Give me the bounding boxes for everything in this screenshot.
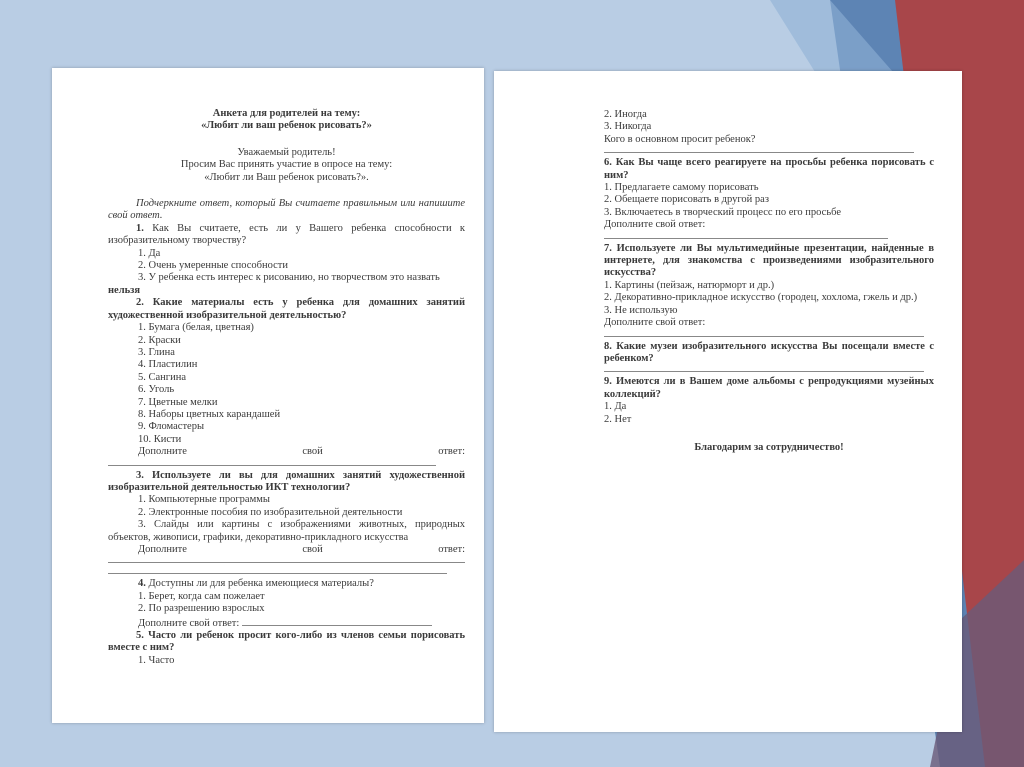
q6-option-2: 2. Обещаете порисовать в другой раз	[604, 194, 769, 206]
q2-option-2: 2. Краски	[138, 334, 181, 346]
question-3	[108, 470, 465, 495]
q2-option-10: 10. Кисти	[138, 433, 182, 445]
question-2-text: Какие материалы есть у ребенка для домашних занятий художественной изобразительной деятельностью?	[108, 297, 465, 321]
q3-option-1: 1. Компьютерные программы	[138, 494, 270, 506]
q5-option-2: 2. Иногда	[604, 109, 647, 120]
question-5	[108, 630, 465, 655]
q1-option-1: 1. Да	[138, 247, 161, 259]
q2-option-4: 4. Пластилин	[138, 359, 198, 371]
title-line-2: «Любит ли ваш ребенок рисовать?»	[201, 120, 372, 132]
q2-option-7: 7. Цветные мелки	[138, 396, 218, 408]
q1-option-3-end: нельзя	[108, 284, 141, 296]
question-7-text: Используете ли Вы мультимедийные презентации, найденные в интернете, для знакомства с произведениями изобразительного искусства?	[604, 242, 934, 279]
q2-option-6: 6. Уголь	[138, 384, 175, 396]
q2-answer-line	[108, 459, 436, 466]
question-4-number: 4.	[138, 578, 146, 590]
q3-answer-line-2	[108, 567, 447, 574]
question-7	[604, 243, 934, 280]
request-line-1: Просим Вас принять участие в опросе на тему:	[180, 159, 393, 171]
q3-answer-line-1	[108, 556, 465, 563]
question-9-number: 9.	[604, 376, 612, 388]
question-9-text: Имеются ли в Вашем доме альбомы с репродукциями музейных коллекций?	[604, 376, 934, 400]
q6-fill-label: Дополните свой ответ:	[604, 219, 706, 231]
q2-fill-word-1: Дополните	[138, 446, 187, 458]
q6-option-3: 3. Включаетесь в творческий процесс по его просьбе	[604, 206, 841, 218]
question-1-number: 1.	[136, 222, 144, 234]
question-1	[108, 223, 465, 248]
questionnaire-page-1	[52, 68, 484, 723]
question-6-text: Как Вы чаще всего реагируете на просьбы ребенка порисовать с ним?	[604, 157, 934, 181]
q3-fill-word-1: Дополните	[138, 544, 187, 555]
q8-answer-line	[604, 365, 924, 372]
question-2-number: 2.	[136, 297, 144, 309]
question-8-text: Какие музеи изобразительного искусства Вы посещали вместе с ребенком?	[604, 340, 935, 364]
thanks-line: Благодарим за сотрудничество!	[694, 441, 844, 453]
q4-fill-label: Дополните свой ответ:	[138, 617, 240, 629]
q6-option-1: 1. Предлагаете самому порисовать	[604, 182, 759, 194]
question-4-text: Доступны ли для ребенка имеющиеся материалы?	[148, 578, 374, 590]
q2-fill-word-2: свой	[302, 446, 323, 458]
q4-answer-line	[242, 616, 432, 626]
q3-option-3: 3. Слайды или картины с изображениями животных, природных объектов, живописи, графики, декоративно-прикладного искусства	[108, 519, 465, 543]
question-7-number: 7.	[604, 242, 612, 254]
instruction: Подчеркните ответ, который Вы считаете правильным или напишите свой ответ.	[108, 198, 465, 222]
q5-followup: Кого в основном просит ребенок?	[604, 133, 756, 145]
q2-option-5: 5. Сангина	[138, 371, 186, 383]
question-4	[108, 578, 465, 590]
q5-option-3: 3. Никогда	[604, 121, 652, 133]
q3-option-2: 2. Электронные пособия по изобразительной деятельности	[138, 506, 403, 518]
question-8-number: 8.	[604, 340, 612, 352]
title-line-1: Анкета для родителей на тему:	[212, 108, 361, 119]
q6-answer-line	[604, 232, 888, 239]
question-1-text: Как Вы считаете, есть ли у Вашего ребенка способности к изобразительному творчеству?	[108, 222, 465, 247]
q2-options	[108, 322, 465, 446]
question-2	[108, 297, 465, 322]
question-5-text: Часто ли ребенок просит кого-либо из членов семьи порисовать вместе с ним?	[108, 630, 465, 654]
q7-option-2: 2. Декоративно-прикладное искусство (городец, хохлома, гжель и др.)	[604, 292, 918, 304]
question-8	[604, 341, 934, 366]
q4-option-2: 2. По разрешению взрослых	[138, 603, 265, 615]
q7-answer-line	[604, 330, 924, 337]
q5-option-1: 1. Часто	[138, 654, 175, 666]
q3-fill-word-3: ответ:	[438, 544, 465, 555]
q2-fill	[108, 446, 465, 458]
q1-option-3: 3. У ребенка есть интерес к рисованию, но творчеством это назвать	[138, 272, 440, 284]
questionnaire-page-2	[494, 71, 962, 732]
q9-option-1: 1. Да	[604, 401, 627, 413]
q4-option-1: 1. Берет, когда сам пожелает	[138, 590, 265, 602]
q4-fill	[108, 616, 465, 630]
questionnaire-title	[108, 108, 465, 133]
page-2-content	[604, 109, 934, 454]
question-3-text: Используете ли вы для домашних занятий художественной изобразительной деятельностью ИКТ технологии?	[108, 469, 466, 493]
q2-fill-word-3: ответ:	[438, 446, 465, 458]
question-6	[604, 157, 934, 182]
q5-answer-line	[604, 146, 914, 153]
q7-option-1: 1. Картины (пейзаж, натюрморт и др.)	[604, 279, 775, 291]
q2-option-1: 1. Бумага (белая, цветная)	[138, 322, 254, 334]
greeting: Уважаемый родитель!	[237, 146, 336, 158]
q2-option-9: 9. Фломастеры	[138, 421, 205, 433]
q7-fill-label: Дополните свой ответ:	[604, 317, 706, 329]
request-line-2: «Любит ли Ваш ребенок рисовать?».	[204, 171, 369, 183]
q3-fill-word-2: свой	[302, 544, 323, 555]
q1-option-2: 2. Очень умеренные способности	[138, 260, 289, 272]
q9-option-2: 2. Нет	[604, 413, 632, 425]
question-6-number: 6.	[604, 157, 612, 169]
q3-fill	[108, 544, 465, 556]
question-5-number: 5.	[136, 630, 144, 642]
q7-option-3: 3. Не использую	[604, 304, 678, 316]
page-1-content	[108, 108, 465, 667]
question-3-number: 3.	[136, 469, 144, 481]
q2-option-3: 3. Глина	[138, 346, 175, 358]
question-9	[604, 376, 934, 401]
q2-option-8: 8. Наборы цветных карандашей	[138, 408, 281, 420]
